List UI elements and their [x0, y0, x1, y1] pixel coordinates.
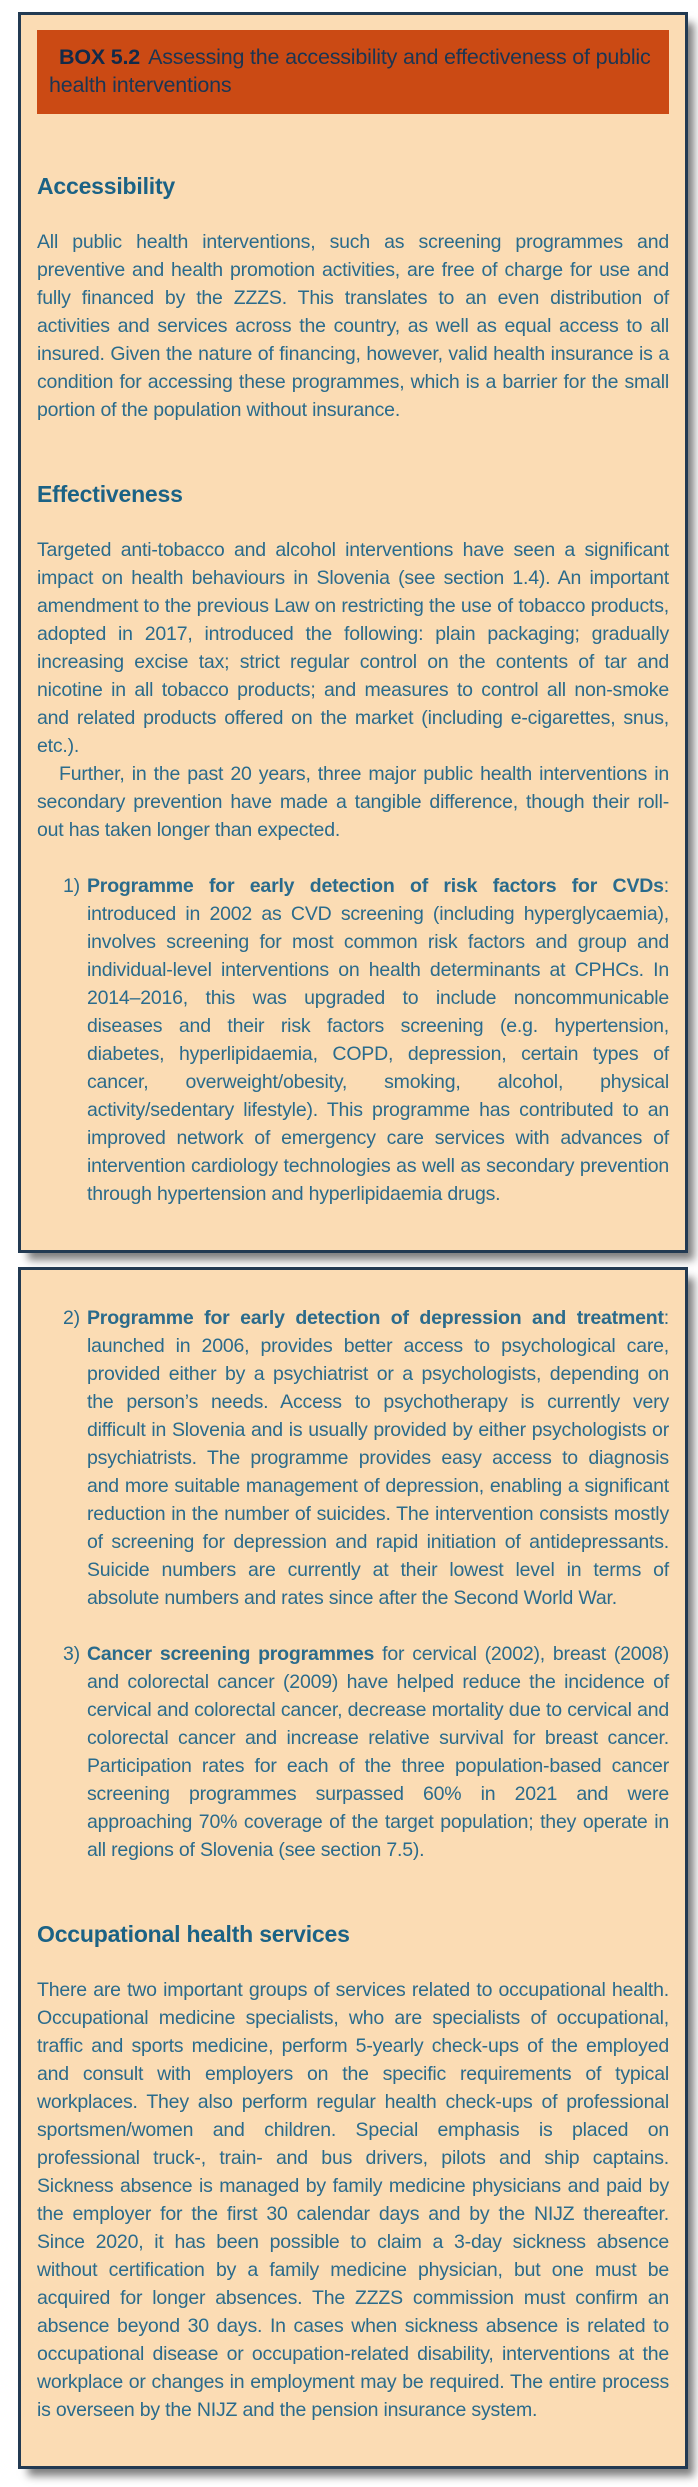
- occupational-health-paragraph: There are two important groups of services related to occupational health. Occupational medicine specialists, who are specialists of occupational, traffic and sports medicine, perform 5-yearly check-ups of the employed and consult with employers on the specific requirements of typical workplaces. They also perform regular health check-ups of professional sportsmen/women and children. Special emphasis is placed on professional truck-, train- and bus drivers, pilots and ship captains. Sickness absence is managed by family medicine physicians and paid by the employer for the first 30 calendar days and by the NIJZ thereafter. Since 2020, it has been possible to claim a 3-day sickness absence without certification by a family medicine physician, but one must be acquired for longer absences. The ZZZS commission must confirm an absence beyond 30 days. In cases when sickness absence is related to occupational disease or occupation-related disability, interventions at the workplace or changes in employment may be required. The entire process is overseen by the NIJZ and the pension insurance system.: [37, 1979, 669, 2421]
- list-item-2: [63, 1304, 669, 1612]
- list-item-body: : introduced in 2002 as CVD screening (including hyperglycaemia), involves screening for most common risk factors and group and individual-level interventions on health determinants at CPHCs. In 2014–2016, this was upgraded to include noncommunicable diseases and their risk factors screening (e.g. hypertension, diabetes, hyperlipidaemia, COPD, depression, certain types of cancer, overweight/obesity, smoking, alcohol, physical activity/sedentary lifestyle). This programme has contributed to an improved network of emergency care services with advances of intervention cardiology technologies as well as secondary prevention through hypertension and hyperlipidaemia drugs.: [87, 875, 669, 1205]
- list-item-body: for cervical (2002), breast (2008) and colorectal cancer (2009) have helped reduce the incidence of cervical and colorectal cancer, decrease mortality due to cervical and colorectal cancer and increase relative survival for breast cancer. Participation rates for each of the three population-based cancer screening programmes surpassed 60% in 2021 and were approaching 70% coverage of the target population; they operate in all regions of Slovenia (see section 7.5).: [87, 1643, 669, 1861]
- box-number-label: BOX 5.2: [59, 45, 141, 69]
- box-5-2-panel: [18, 12, 688, 1253]
- list-number: 1): [63, 875, 80, 897]
- effectiveness-paragraph-2: Further, in the past 20 years, three major public health interventions in secondary prevention have made a tangible difference, though their roll-out has taken longer than expected.: [37, 763, 669, 841]
- accessibility-paragraph: All public health interventions, such as screening programmes and preventive and health promotion activities, are free of charge for use and fully financed by the ZZZS. This translates to an even distribution of activities and services across the country, as well as equal access to all insured. Given the nature of financing, however, valid health insurance is a condition for accessing these programmes, which is a barrier for the small portion of the population without insurance.: [37, 231, 669, 421]
- list-item-3: [63, 1640, 669, 1864]
- list-number: 2): [63, 1307, 80, 1329]
- list-number: 3): [63, 1643, 80, 1665]
- effectiveness-paragraph-1: Targeted anti-tobacco and alcohol interventions have seen a significant impact on health behaviours in Slovenia (see section 1.4). An important amendment to the previous Law on restricting the use of tobacco products, adopted in 2017, introduced the following: plain packaging; gradually increasing excise tax; strict regular control on the contents of tar and nicotine in all tobacco products; and measures to control all non-smoke and related products offered on the market (including e-cigarettes, snus, etc.).: [37, 539, 669, 757]
- box-5-2-continued-panel: [18, 1267, 688, 2469]
- box-header-band: [37, 30, 669, 114]
- list-item-text: [87, 1640, 669, 1864]
- list-item-lead: Programme for early detection of depression and treatment: [87, 1307, 664, 1329]
- section-heading-accessibility: Accessibility: [37, 173, 176, 199]
- list-item-text: [87, 1304, 669, 1612]
- section-heading-occupational-health: Occupational health services: [37, 1921, 350, 1947]
- list-item-lead: Cancer screening programmes: [87, 1643, 375, 1665]
- list-item-1: [63, 872, 669, 1208]
- section-heading-effectiveness: Effectiveness: [37, 481, 183, 507]
- list-item-lead: Programme for early detection of risk factors for CVDs: [87, 875, 664, 897]
- box-title: Assessing the accessibility and effectiveness of public health interventions: [49, 45, 651, 97]
- list-item-text: [87, 872, 669, 1208]
- list-item-body: : launched in 2006, provides better access to psychological care, provided either by a psychiatrist or a psychologists, depending on the person’s needs. Access to psychotherapy is currently very difficult in Slovenia and is usually provided by either psychologists or psychiatrists. The programme provides easy access to diagnosis and more suitable management of depression, enabling a significant reduction in the number of suicides. The intervention consists mostly of screening for depression and rapid initiation of antidepressants. Suicide numbers are currently at their lowest level in terms of absolute numbers and rates since after the Second World War.: [87, 1307, 669, 1609]
